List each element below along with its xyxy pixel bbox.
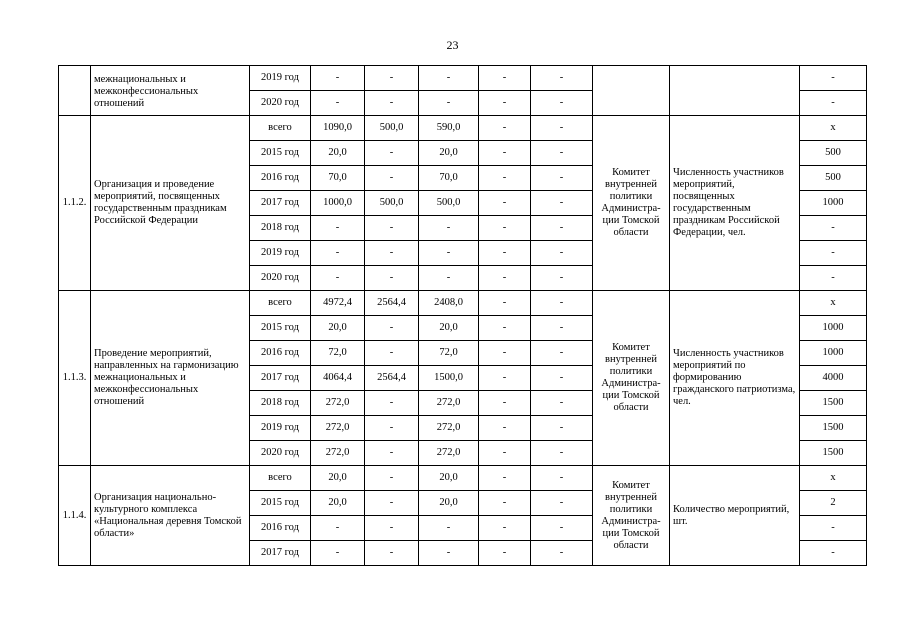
target-value-cell: х [800, 291, 867, 316]
year-cell: 2019 год [250, 416, 311, 441]
local-cell: - [479, 391, 531, 416]
local-cell: - [479, 266, 531, 291]
year-cell: 2019 год [250, 66, 311, 91]
federal-cell: - [365, 516, 419, 541]
other-sources-cell: - [531, 316, 593, 341]
table-row [59, 66, 867, 91]
local-cell: - [479, 341, 531, 366]
other-sources-cell: - [531, 166, 593, 191]
year-cell: всего [250, 291, 311, 316]
indicator-cell [670, 66, 800, 116]
target-value-cell: - [800, 91, 867, 116]
total-cell: - [311, 91, 365, 116]
federal-cell: - [365, 316, 419, 341]
federal-cell: 500,0 [365, 116, 419, 141]
executor-cell: Комитет внутренней политики Администра-ции Томской области [593, 116, 670, 291]
total-cell: 20,0 [311, 466, 365, 491]
local-cell: - [479, 491, 531, 516]
table-row [59, 116, 867, 141]
target-value-cell: 500 [800, 141, 867, 166]
regional-cell: - [419, 91, 479, 116]
local-cell: - [479, 466, 531, 491]
year-cell: 2019 год [250, 241, 311, 266]
target-value-cell: 500 [800, 166, 867, 191]
total-cell: 4972,4 [311, 291, 365, 316]
local-cell: - [479, 366, 531, 391]
regional-cell: - [419, 516, 479, 541]
target-value-cell: - [800, 266, 867, 291]
target-value-cell: 1000 [800, 341, 867, 366]
total-cell: - [311, 516, 365, 541]
regional-cell: 500,0 [419, 191, 479, 216]
total-cell: 272,0 [311, 391, 365, 416]
federal-cell: - [365, 216, 419, 241]
other-sources-cell: - [531, 241, 593, 266]
other-sources-cell: - [531, 516, 593, 541]
year-cell: 2016 год [250, 166, 311, 191]
target-value-cell: 2 [800, 491, 867, 516]
other-sources-cell: - [531, 366, 593, 391]
other-sources-cell: - [531, 441, 593, 466]
target-value-cell: 4000 [800, 366, 867, 391]
local-cell: - [479, 316, 531, 341]
federal-cell: - [365, 416, 419, 441]
target-value-cell: 1500 [800, 441, 867, 466]
regional-cell: 70,0 [419, 166, 479, 191]
federal-cell: - [365, 91, 419, 116]
local-cell: - [479, 216, 531, 241]
executor-cell: Комитет внутренней политики Администра-ции Томской области [593, 466, 670, 566]
total-cell: - [311, 216, 365, 241]
total-cell: 1090,0 [311, 116, 365, 141]
table-row [59, 291, 867, 316]
local-cell: - [479, 116, 531, 141]
regional-cell: - [419, 541, 479, 566]
activity-name-cell: Проведение мероприятий, направленных на гармонизацию межнациональных и межконфессиональных отношений [91, 291, 250, 466]
total-cell: - [311, 541, 365, 566]
regional-cell: - [419, 266, 479, 291]
year-cell: 2017 год [250, 541, 311, 566]
federal-cell: 500,0 [365, 191, 419, 216]
program-table [58, 65, 867, 566]
year-cell: 2016 год [250, 341, 311, 366]
target-value-cell: 1500 [800, 416, 867, 441]
activity-name-cell: межнациональных и межконфессиональных отношений [91, 66, 250, 116]
federal-cell: - [365, 166, 419, 191]
federal-cell: 2564,4 [365, 366, 419, 391]
other-sources-cell: - [531, 91, 593, 116]
other-sources-cell: - [531, 66, 593, 91]
total-cell: 20,0 [311, 141, 365, 166]
local-cell: - [479, 166, 531, 191]
target-value-cell: 1000 [800, 191, 867, 216]
total-cell: 1000,0 [311, 191, 365, 216]
regional-cell: 20,0 [419, 466, 479, 491]
other-sources-cell: - [531, 416, 593, 441]
target-value-cell: х [800, 116, 867, 141]
federal-cell: - [365, 241, 419, 266]
year-cell: 2015 год [250, 491, 311, 516]
federal-cell: - [365, 541, 419, 566]
regional-cell: 1500,0 [419, 366, 479, 391]
year-cell: 2017 год [250, 191, 311, 216]
regional-cell: 272,0 [419, 391, 479, 416]
federal-cell: - [365, 141, 419, 166]
item-number-cell: 1.1.3. [59, 291, 91, 466]
year-cell: 2020 год [250, 266, 311, 291]
local-cell: - [479, 66, 531, 91]
indicator-cell: Количество мероприятий, шт. [670, 466, 800, 566]
total-cell: 20,0 [311, 491, 365, 516]
total-cell: 70,0 [311, 166, 365, 191]
year-cell: 2015 год [250, 141, 311, 166]
federal-cell: - [365, 341, 419, 366]
target-value-cell: - [800, 241, 867, 266]
other-sources-cell: - [531, 541, 593, 566]
federal-cell: 2564,4 [365, 291, 419, 316]
federal-cell: - [365, 491, 419, 516]
regional-cell: - [419, 66, 479, 91]
local-cell: - [479, 241, 531, 266]
year-cell: 2020 год [250, 91, 311, 116]
indicator-cell: Численность участников мероприятий, посвященных государственным праздникам Российской Федерации, чел. [670, 116, 800, 291]
regional-cell: - [419, 216, 479, 241]
target-value-cell: 1500 [800, 391, 867, 416]
total-cell: 4064,4 [311, 366, 365, 391]
regional-cell: - [419, 241, 479, 266]
year-cell: всего [250, 116, 311, 141]
local-cell: - [479, 191, 531, 216]
local-cell: - [479, 91, 531, 116]
other-sources-cell: - [531, 141, 593, 166]
regional-cell: 20,0 [419, 491, 479, 516]
local-cell: - [479, 291, 531, 316]
local-cell: - [479, 441, 531, 466]
target-value-cell: - [800, 541, 867, 566]
item-number-cell: 1.1.2. [59, 116, 91, 291]
federal-cell: - [365, 466, 419, 491]
total-cell: 72,0 [311, 341, 365, 366]
other-sources-cell: - [531, 341, 593, 366]
year-cell: 2017 год [250, 366, 311, 391]
federal-cell: - [365, 266, 419, 291]
year-cell: 2020 год [250, 441, 311, 466]
year-cell: 2015 год [250, 316, 311, 341]
local-cell: - [479, 416, 531, 441]
local-cell: - [479, 141, 531, 166]
executor-cell: Комитет внутренней политики Администра-ции Томской области [593, 291, 670, 466]
indicator-cell: Численность участников мероприятий по формированию гражданского патриотизма, чел. [670, 291, 800, 466]
regional-cell: 20,0 [419, 141, 479, 166]
regional-cell: 272,0 [419, 441, 479, 466]
total-cell: 272,0 [311, 416, 365, 441]
activity-name-cell: Организация и проведение мероприятий, посвященных государственным праздникам Российской Федерации [91, 116, 250, 291]
other-sources-cell: - [531, 116, 593, 141]
target-value-cell: 1000 [800, 316, 867, 341]
regional-cell: 72,0 [419, 341, 479, 366]
total-cell: - [311, 266, 365, 291]
total-cell: - [311, 66, 365, 91]
activity-name-cell: Организация национально-культурного комплекса «Национальная деревня Томской области» [91, 466, 250, 566]
other-sources-cell: - [531, 266, 593, 291]
other-sources-cell: - [531, 491, 593, 516]
target-value-cell: - [800, 216, 867, 241]
item-number-cell [59, 66, 91, 116]
year-cell: 2018 год [250, 391, 311, 416]
year-cell: 2018 год [250, 216, 311, 241]
other-sources-cell: - [531, 191, 593, 216]
item-number-cell: 1.1.4. [59, 466, 91, 566]
federal-cell: - [365, 391, 419, 416]
regional-cell: 20,0 [419, 316, 479, 341]
other-sources-cell: - [531, 391, 593, 416]
federal-cell: - [365, 66, 419, 91]
local-cell: - [479, 516, 531, 541]
total-cell: 20,0 [311, 316, 365, 341]
target-value-cell: - [800, 66, 867, 91]
regional-cell: 2408,0 [419, 291, 479, 316]
federal-cell: - [365, 441, 419, 466]
year-cell: всего [250, 466, 311, 491]
page-number: 23 [446, 38, 459, 52]
target-value-cell: х [800, 466, 867, 491]
other-sources-cell: - [531, 216, 593, 241]
local-cell: - [479, 541, 531, 566]
target-value-cell: - [800, 516, 867, 541]
year-cell: 2016 год [250, 516, 311, 541]
regional-cell: 272,0 [419, 416, 479, 441]
total-cell: - [311, 241, 365, 266]
executor-cell [593, 66, 670, 116]
other-sources-cell: - [531, 466, 593, 491]
total-cell: 272,0 [311, 441, 365, 466]
other-sources-cell: - [531, 291, 593, 316]
regional-cell: 590,0 [419, 116, 479, 141]
table-row [59, 466, 867, 491]
